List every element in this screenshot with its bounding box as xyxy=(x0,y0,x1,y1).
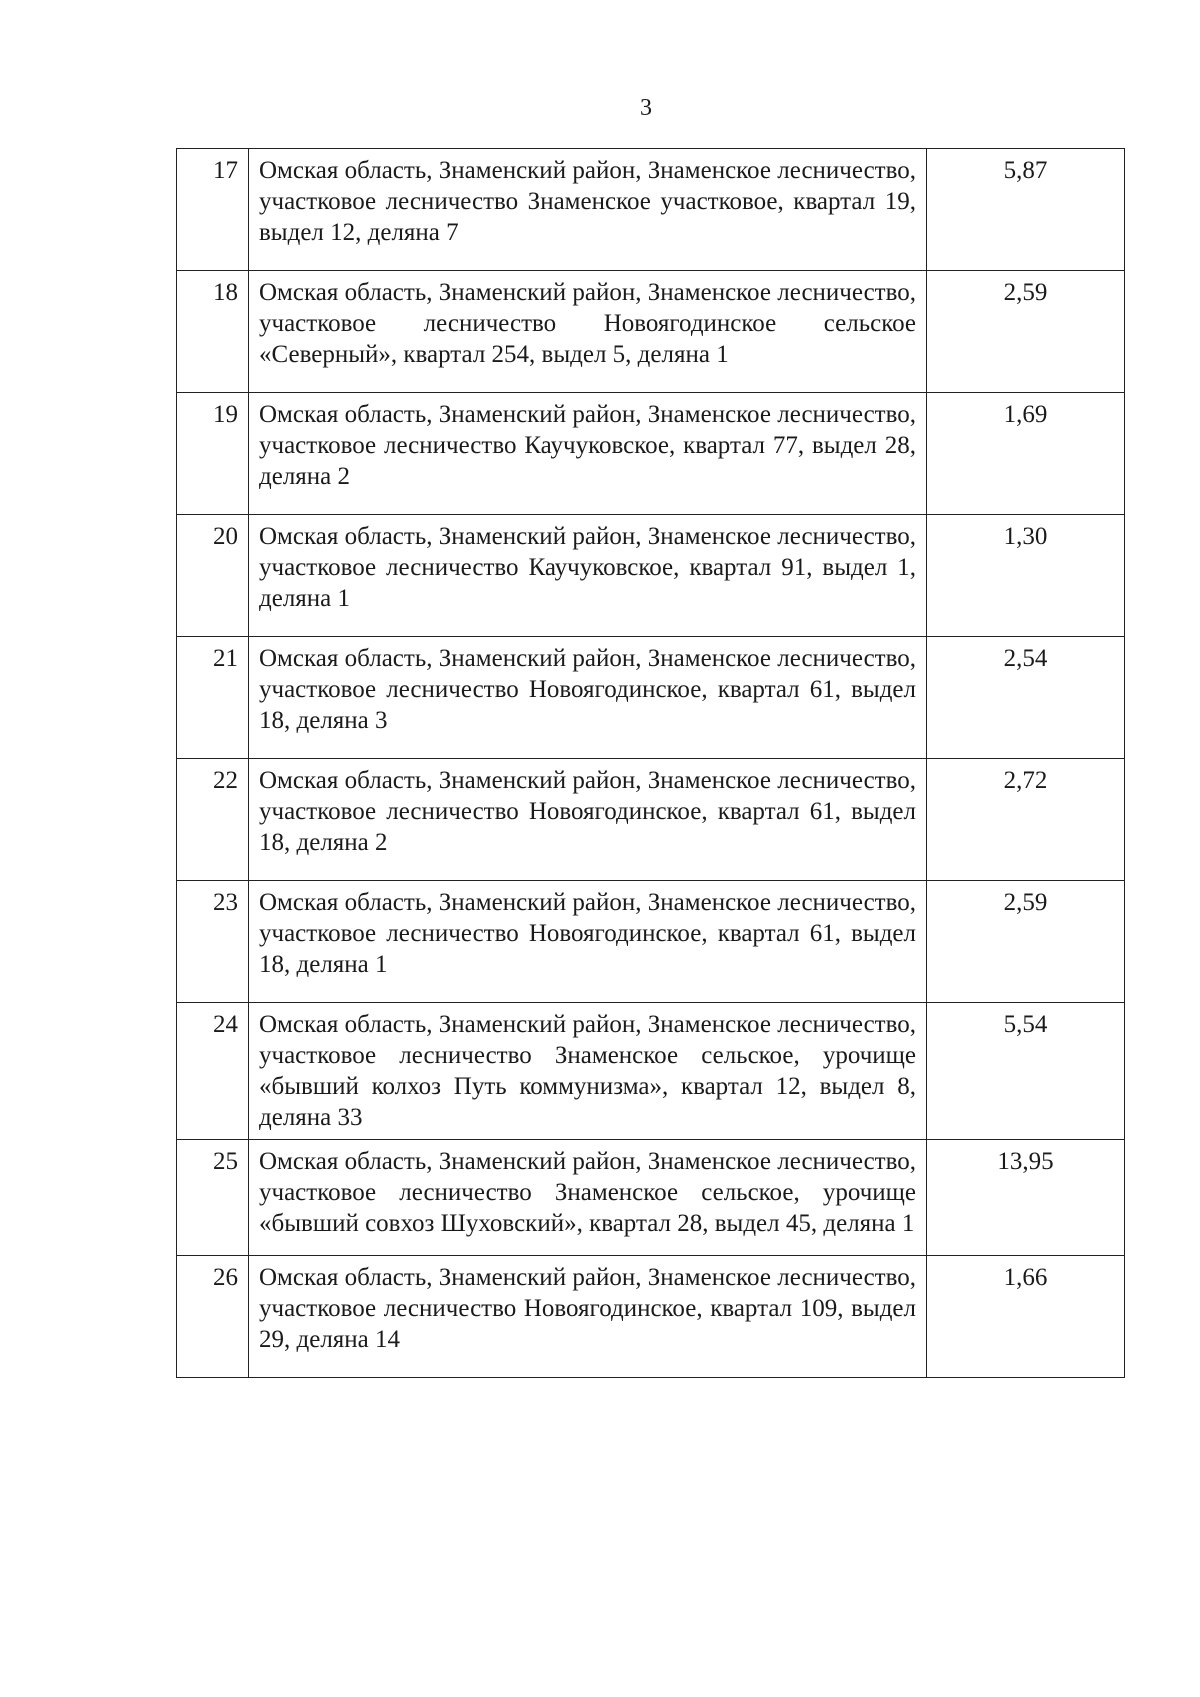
plot-location: Омская область, Знаменский район, Знаменское лесничество, участковое лесничество Новоягодинское, квартал 61, выдел 18, деляна 3 xyxy=(249,637,927,759)
page-number: 3 xyxy=(640,95,652,121)
table-row xyxy=(177,393,1125,515)
row-number: 21 xyxy=(177,637,249,759)
plot-location: Омская область, Знаменский район, Знаменское лесничество, участковое лесничество Новоягодинское, квартал 61, выдел 18, деляна 1 xyxy=(249,881,927,1003)
table-row xyxy=(177,759,1125,881)
table-row xyxy=(177,515,1125,637)
row-number: 18 xyxy=(177,271,249,393)
row-number: 25 xyxy=(177,1140,249,1256)
plot-area: 1,30 xyxy=(927,515,1125,637)
row-number: 22 xyxy=(177,759,249,881)
plot-area: 2,72 xyxy=(927,759,1125,881)
table-row xyxy=(177,637,1125,759)
row-number: 23 xyxy=(177,881,249,1003)
row-number: 17 xyxy=(177,149,249,271)
plot-area: 13,95 xyxy=(927,1140,1125,1256)
table-row xyxy=(177,881,1125,1003)
plot-area: 1,66 xyxy=(927,1256,1125,1378)
row-number: 26 xyxy=(177,1256,249,1378)
plot-area: 1,69 xyxy=(927,393,1125,515)
table-row xyxy=(177,149,1125,271)
plot-location: Омская область, Знаменский район, Знаменское лесничество, участковое лесничество Новоягодинское, квартал 109, выдел 29, деляна 14 xyxy=(249,1256,927,1378)
plot-location: Омская область, Знаменский район, Знаменское лесничество, участковое лесничество Новоягодинское сельское «Северный», квартал 254, выдел 5, деляна 1 xyxy=(249,271,927,393)
plot-area: 2,59 xyxy=(927,271,1125,393)
plot-area: 5,87 xyxy=(927,149,1125,271)
plot-location: Омская область, Знаменский район, Знаменское лесничество, участковое лесничество Знаменское сельское, урочище «бывший колхоз Путь коммунизма», квартал 12, выдел 8, деляна 33 xyxy=(249,1003,927,1140)
plot-location: Омская область, Знаменский район, Знаменское лесничество, участковое лесничество Знаменское сельское, урочище «бывший совхоз Шуховский», квартал 28, выдел 45, деляна 1 xyxy=(249,1140,927,1256)
table-row xyxy=(177,1140,1125,1256)
plot-location: Омская область, Знаменский район, Знаменское лесничество, участковое лесничество Каучуковское, квартал 91, выдел 1, деляна 1 xyxy=(249,515,927,637)
plot-area: 2,54 xyxy=(927,637,1125,759)
plot-area: 5,54 xyxy=(927,1003,1125,1140)
row-number: 20 xyxy=(177,515,249,637)
plot-location: Омская область, Знаменский район, Знаменское лесничество, участковое лесничество Новоягодинское, квартал 61, выдел 18, деляна 2 xyxy=(249,759,927,881)
table-row xyxy=(177,271,1125,393)
table-row xyxy=(177,1256,1125,1378)
plot-location: Омская область, Знаменский район, Знаменское лесничество, участковое лесничество Знаменское участковое, квартал 19, выдел 12, деляна 7 xyxy=(249,149,927,271)
plot-location: Омская область, Знаменский район, Знаменское лесничество, участковое лесничество Каучуковское, квартал 77, выдел 28, деляна 2 xyxy=(249,393,927,515)
plot-area: 2,59 xyxy=(927,881,1125,1003)
row-number: 24 xyxy=(177,1003,249,1140)
row-number: 19 xyxy=(177,393,249,515)
table-row xyxy=(177,1003,1125,1140)
plots-table xyxy=(176,148,1125,1378)
